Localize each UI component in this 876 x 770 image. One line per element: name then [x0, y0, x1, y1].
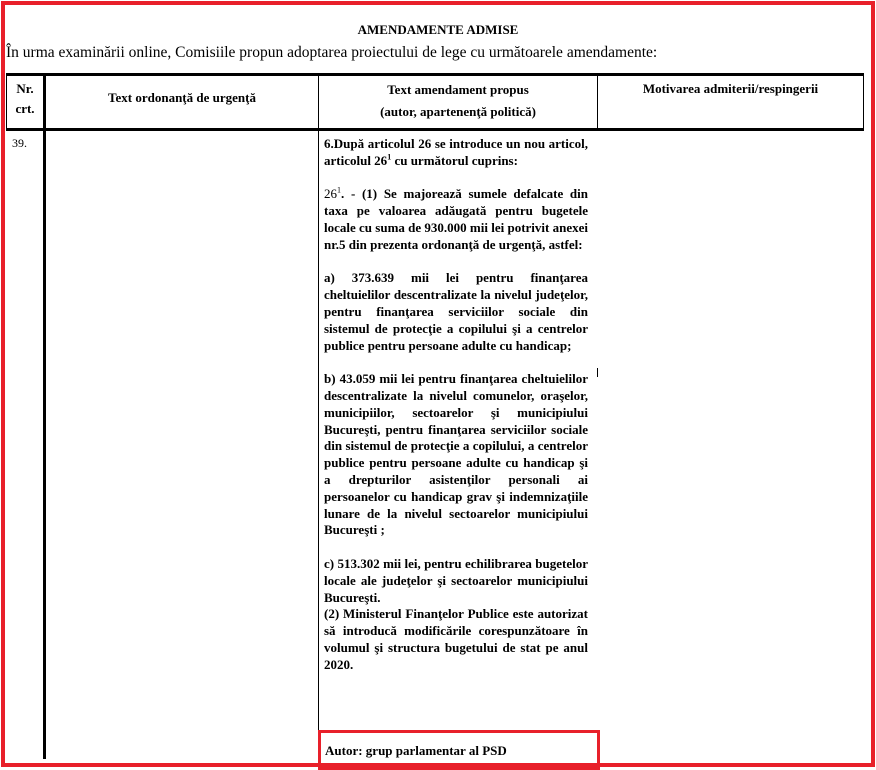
row-number: 39.	[12, 136, 27, 150]
table-top-rule	[6, 73, 864, 76]
header-motivarea: Motivarea admiterii/respingerii	[642, 81, 819, 96]
table-right-border	[863, 73, 864, 131]
document-title: AMENDAMENTE ADMISE	[357, 22, 519, 37]
amendment-author: Autor: grup parlamentar al PSD	[325, 743, 507, 758]
amendment-point-b: b) 43.059 mii lei pentru finanţarea cheltuielilor descentralizate la nivelul comunelor, oraşelor, municipiilor, sectoarelor şi municipiului Bucureşti, pentru finanţarea serviciilor sociale din sistemul de protecţie a copilului, a centrelor publice pentru persoane adulte cu handicap şi a drepturilor asistenţilor personali ai persoanelor cu handicap grav şi indemnizaţiile lunare de la nivelul sectoarelor municipiului Bucureşti ;	[324, 371, 588, 538]
col-divider-3-fragment	[597, 368, 598, 377]
amendment-paragraph-2: (2) Ministerul Finanţelor Publice este autorizat să introducă modificările corespunzătoare în volumul şi structura bugetului de stat pe anul 2020.	[324, 606, 588, 672]
header-text-amendament: Text amendament propus (autor, apartenenţă politică)	[380, 82, 536, 119]
amendment-text	[324, 136, 588, 674]
amendment-intro: 6.După articolul 26 se introduce un nou articol, articolul $26^1$ cu următorul cuprins:	[324, 136, 588, 168]
header-bottom-rule	[6, 128, 864, 131]
intro-text: În urma examinării online, Comisiile propun adoptarea proiectului de lege cu următoarele amendamente:	[6, 44, 658, 61]
amendment-point-a: a) 373.639 mii lei pentru finanţarea cheltuielilor descentralizate la nivelul judeţelor, pentru finanţarea serviciilor sociale din sistemul de protecţie a copilului şi a centrelor publice pentru persoane adulte cu handicap;	[324, 270, 588, 353]
header-text-ordonanta: Text ordonanţă de urgenţă	[108, 90, 256, 105]
col-divider-1	[43, 73, 46, 759]
header-nr: Nr. crt.	[15, 81, 35, 116]
col-divider-2	[318, 73, 319, 759]
amendment-article: $26^1$. - (1) Se majorează sumele defalcate din taxa pe valoarea adăugată pentru bugetele locale cu suma de 930.000 mii lei potrivit anexei nr.5 din prezenta ordonanţă de urgenţă, astfel:	[324, 186, 588, 252]
amendment-point-c: c) 513.302 mii lei, pentru echilibrarea bugetelor locale ale judeţelor şi sectoarelor municipiului Bucureşti.	[324, 555, 588, 605]
